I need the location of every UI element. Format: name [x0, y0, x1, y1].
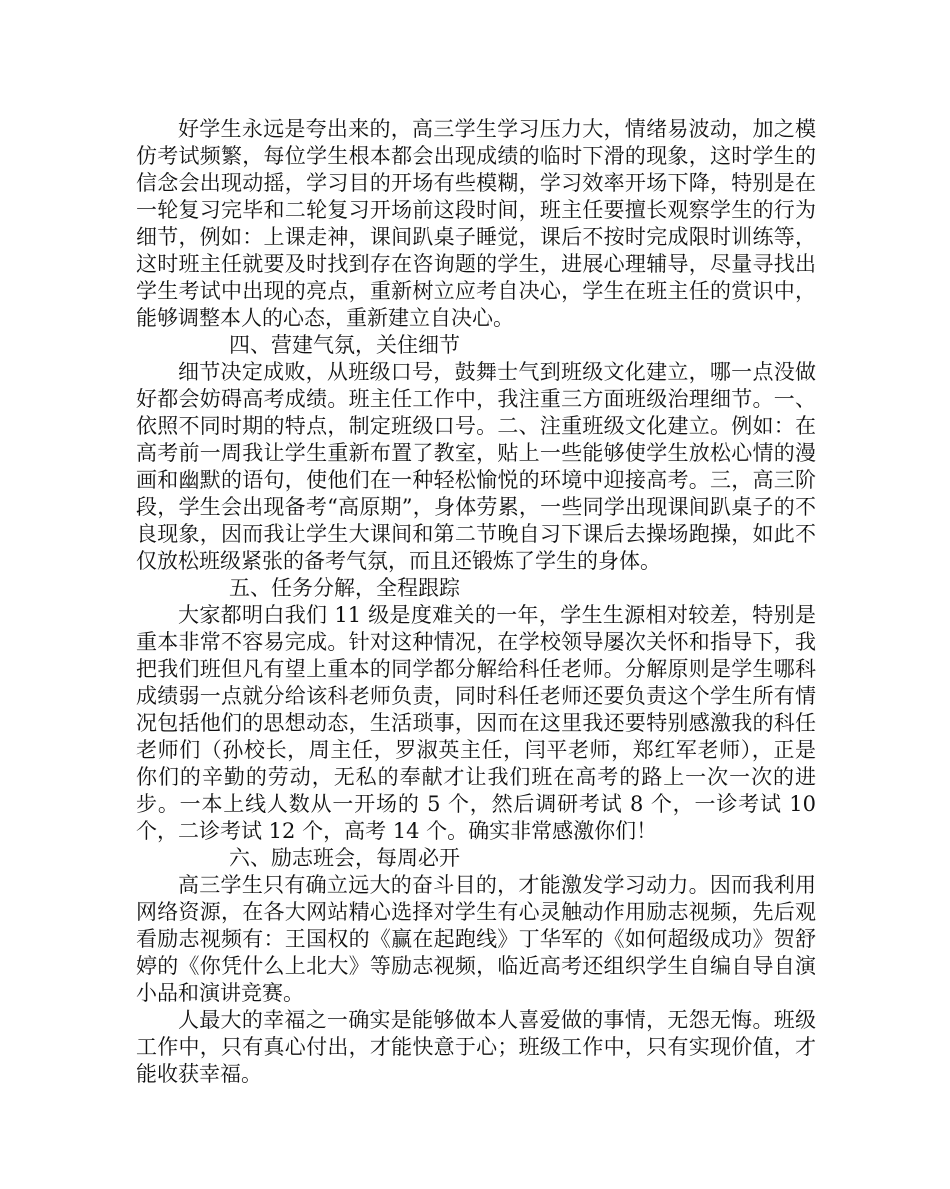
paragraph-task-split: 大家都明白我们 11 级是度难关的一年，学生生源相对较差，特别是重本非常不容易完成。针对这种情况，在学校领导屡次关怀和指导下，我把我们班但凡有望上重本的同学都分解给科任老师。分解原则是学生哪科成绩弱一点就分给该科老师负责，同时科任老师还要负责这个学生所有情况包括他们的思想动态，生活琐事，因而在这里我还要特别感激我的科任老师们（孙校长，周主任，罗淑英主任，闫平老师，郑红军老师），正是你们的辛勤的劳动，无私的奉献才让我们班在高考的路上一次一次的进步。一本上线人数从一开场的 5 个，然后调研考试 8 个，一诊考试 10 个，二诊考试 12 个，高考 14 个。确实非常感激你们！: [136, 603, 816, 843]
paragraph-motivation-meetings: 高三学生只有确立远大的奋斗目的，才能激发学习动力。因而我利用网络资源，在各大网站精心选择对学生有心灵触动作用励志视频，先后观看励志视频有：王国权的《赢在起跑线》丁华军的《如何超级成功》贺舒婷的《你凭什么上北大》等励志视频，临近高考还组织学生自编自导自演小品和演讲竞赛。: [136, 873, 816, 1005]
paragraph-praise-students: 好学生永远是夸出来的，高三学生学习压力大，情绪易波动，加之模仿考试频繁，每位学生根本都会出现成绩的临时下滑的现象，这时学生的信念会出现动摇，学习目的开场有些模糊，学习效率开场下降，特别是在一轮复习完毕和二轮复习开场前这段时间，班主任要擅长观察学生的行为细节，例如：上课走神，课间趴桌子睡觉，课后不按时完成限时训练等，这时班主任就要及时找到存在咨询题的学生，进展心理辅导，尽量寻找出学生考试中出现的亮点，重新树立应考自决心，学生在班主任的赏识中，能够调整本人的心态，重新建立自决心。: [136, 117, 816, 330]
document-body: [136, 116, 816, 1088]
section-heading-5: 五、任务分解，全程跟踪: [229, 576, 460, 600]
section-heading-6: 六、励志班会，每周必开: [229, 846, 460, 870]
section-heading-4: 四、营建气氛，关住细节: [229, 333, 460, 357]
paragraph-conclusion: 人最大的幸福之一确实是能够做本人喜爱做的事情，无怨无悔。班级工作中，只有真心付出，才能快意于心；班级工作中，只有实现价值，才能收获幸福。: [136, 1008, 816, 1086]
paragraph-class-details: 细节决定成败，从班级口号，鼓舞士气到班级文化建立，哪一点没做好都会妨碍高考成绩。班主任工作中，我注重三方面班级治理细节。一、依照不同时期的特点，制定班级口号。二、注重班级文化建立。例如：在高考前一周我让学生重新布置了教室，贴上一些能够使学生放松心情的漫画和幽默的语句，使他们在一种轻松愉悦的环境中迎接高考。三，高三阶段，学生会出现备考“高原期”，身体劳累，一些同学出现课间趴桌子的不良现象，因而我让学生大课间和第二节晚自习下课后去操场跑操，如此不仅放松班级紧张的备考气氛，而且还锻炼了学生的身体。: [136, 360, 816, 573]
